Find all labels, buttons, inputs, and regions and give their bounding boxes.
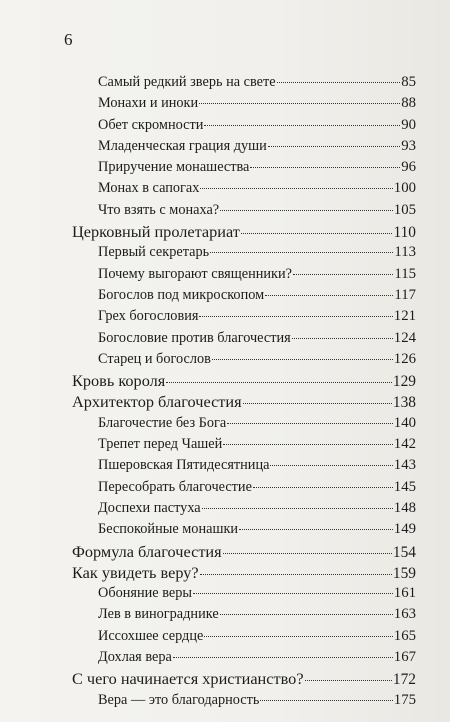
toc-entry-page-number: 140 bbox=[393, 414, 416, 431]
toc-entry-title: Самый редкий зверь на свете bbox=[98, 74, 276, 90]
toc-entry-page-number: 172 bbox=[392, 671, 416, 689]
toc-entry-page-number: 148 bbox=[393, 499, 416, 516]
toc-entry-page-number: 126 bbox=[393, 350, 416, 367]
toc-entry-title: Вера — это благодарность bbox=[98, 691, 260, 708]
toc-entry-title: Беспокойные монашки bbox=[98, 521, 239, 538]
dot-leader bbox=[220, 210, 393, 211]
toc-section-entry bbox=[72, 157, 416, 178]
dot-leader bbox=[277, 82, 401, 83]
toc-section-entry bbox=[72, 583, 416, 604]
dot-leader bbox=[166, 382, 392, 383]
table-of-contents bbox=[72, 72, 416, 711]
toc-section-entry bbox=[72, 242, 416, 263]
toc-entry-title: Монах в сапогах bbox=[98, 180, 200, 197]
toc-section-entry bbox=[72, 434, 416, 455]
dot-leader bbox=[293, 274, 393, 275]
dot-leader bbox=[202, 508, 393, 509]
toc-section-entry bbox=[72, 306, 416, 327]
toc-section-entry bbox=[72, 178, 416, 199]
toc-section-entry bbox=[72, 690, 416, 711]
toc-chapter-entry bbox=[72, 391, 416, 412]
toc-entry-page-number: 124 bbox=[393, 329, 416, 346]
toc-section-entry bbox=[72, 115, 416, 136]
toc-entry-page-number: 149 bbox=[393, 521, 416, 538]
toc-entry-title: Кровь короля bbox=[72, 371, 166, 391]
toc-section-entry bbox=[72, 349, 416, 370]
toc-entry-page-number: 88 bbox=[401, 95, 416, 112]
dot-leader bbox=[204, 636, 392, 637]
toc-chapter-entry bbox=[72, 541, 416, 562]
dot-leader bbox=[212, 359, 393, 360]
toc-section-entry bbox=[72, 498, 416, 519]
toc-entry-title: Архитектор благочестия bbox=[72, 392, 242, 412]
toc-entry-page-number: 145 bbox=[393, 478, 416, 495]
dot-leader bbox=[265, 295, 393, 296]
toc-section-entry bbox=[72, 285, 416, 306]
toc-entry-page-number: 115 bbox=[394, 265, 416, 282]
toc-entry-page-number: 110 bbox=[393, 224, 416, 242]
dot-leader bbox=[204, 125, 400, 126]
toc-chapter-entry bbox=[72, 668, 416, 689]
toc-entry-page-number: 105 bbox=[393, 201, 416, 218]
dot-leader bbox=[260, 700, 392, 701]
toc-entry-title: Дохлая вера bbox=[98, 649, 172, 666]
page-number: 6 bbox=[64, 30, 73, 49]
toc-entry-page-number: 167 bbox=[393, 649, 416, 666]
toc-entry-page-number: 100 bbox=[393, 180, 416, 197]
toc-entry-page-number: 85 bbox=[401, 74, 416, 90]
toc-section-entry bbox=[72, 136, 416, 157]
toc-section-entry bbox=[72, 328, 416, 349]
dot-leader bbox=[243, 403, 392, 404]
toc-entry-page-number: 159 bbox=[392, 564, 416, 582]
toc-section-entry bbox=[72, 647, 416, 668]
toc-section-entry bbox=[72, 626, 416, 647]
toc-entry-page-number: 161 bbox=[393, 585, 416, 602]
toc-entry-title: Младенческая грация души bbox=[98, 137, 267, 154]
toc-entry-page-number: 96 bbox=[401, 159, 416, 176]
toc-section-entry bbox=[72, 72, 416, 93]
toc-entry-title: Богословие против благочестия bbox=[98, 329, 291, 346]
toc-section-entry bbox=[72, 455, 416, 476]
dot-leader bbox=[200, 188, 392, 189]
toc-entry-page-number: 121 bbox=[393, 308, 416, 325]
toc-chapter-entry bbox=[72, 221, 416, 242]
dot-leader bbox=[250, 167, 400, 168]
toc-entry-page-number: 90 bbox=[401, 116, 416, 133]
toc-entry-title: С чего начинается христианство? bbox=[72, 669, 304, 689]
toc-entry-title: Грех богословия bbox=[98, 308, 199, 325]
dot-leader bbox=[241, 233, 393, 234]
toc-entry-title: Обет скромности bbox=[98, 116, 204, 133]
dot-leader bbox=[268, 146, 400, 147]
toc-entry-title: Лев в винограднике bbox=[98, 606, 219, 623]
toc-entry-page-number: 129 bbox=[392, 373, 416, 391]
toc-entry-title: Богослов под микроскопом bbox=[98, 286, 265, 303]
toc-entry-title: Доспехи пастуха bbox=[98, 499, 201, 516]
toc-section-entry bbox=[72, 604, 416, 625]
toc-entry-title: Формула благочестия bbox=[72, 541, 222, 561]
dot-leader bbox=[305, 680, 392, 681]
toc-entry-title: Приручение монашества bbox=[98, 159, 250, 176]
toc-section-entry bbox=[72, 519, 416, 540]
toc-section-entry bbox=[72, 413, 416, 434]
dot-leader bbox=[200, 574, 392, 575]
dot-leader bbox=[227, 423, 393, 424]
dot-leader bbox=[173, 657, 393, 658]
toc-entry-page-number: 113 bbox=[394, 244, 416, 261]
dot-leader bbox=[199, 103, 400, 104]
dot-leader bbox=[223, 553, 392, 554]
toc-entry-title: Иссохшее сердце bbox=[98, 627, 204, 644]
toc-entry-title: Церковный пролетариат bbox=[72, 222, 240, 242]
toc-entry-page-number: 117 bbox=[394, 286, 416, 303]
toc-entry-page-number: 154 bbox=[392, 543, 416, 561]
toc-entry-title: Монахи и иноки bbox=[98, 95, 199, 112]
toc-entry-page-number: 175 bbox=[393, 691, 416, 708]
dot-leader bbox=[223, 444, 393, 445]
toc-entry-title: Что взять с монаха? bbox=[98, 201, 220, 218]
toc-entry-page-number: 163 bbox=[393, 606, 416, 623]
toc-entry-title: Трепет перед Чашей bbox=[98, 436, 223, 453]
toc-entry-page-number: 165 bbox=[393, 627, 416, 644]
dot-leader bbox=[220, 614, 393, 615]
toc-chapter-entry bbox=[72, 562, 416, 583]
toc-entry-page-number: 142 bbox=[393, 436, 416, 453]
toc-entry-title: Первый секретарь bbox=[98, 244, 210, 261]
toc-section-entry bbox=[72, 93, 416, 114]
dot-leader bbox=[253, 487, 393, 488]
dot-leader bbox=[270, 465, 392, 466]
toc-chapter-entry bbox=[72, 370, 416, 391]
dot-leader bbox=[193, 593, 393, 594]
toc-entry-title: Благочестие без Бога bbox=[98, 414, 227, 431]
toc-entry-title: Пересобрать благочестие bbox=[98, 478, 252, 495]
toc-entry-page-number: 93 bbox=[401, 137, 416, 154]
dot-leader bbox=[292, 338, 393, 339]
toc-entry-title: Обоняние веры bbox=[98, 585, 192, 602]
toc-entry-page-number: 143 bbox=[393, 457, 416, 474]
dot-leader bbox=[239, 529, 393, 530]
toc-entry-title: Пшеровская Пятидесятница bbox=[98, 457, 270, 474]
toc-entry-page-number: 138 bbox=[392, 394, 416, 412]
toc-section-entry bbox=[72, 200, 416, 221]
toc-section-entry bbox=[72, 477, 416, 498]
toc-section-entry bbox=[72, 264, 416, 285]
toc-entry-title: Старец и богослов bbox=[98, 350, 211, 367]
dot-leader bbox=[199, 316, 392, 317]
dot-leader bbox=[210, 252, 393, 253]
toc-entry-title: Почему выгорают священники? bbox=[98, 265, 292, 282]
toc-entry-title: Как увидеть веру? bbox=[72, 562, 199, 582]
